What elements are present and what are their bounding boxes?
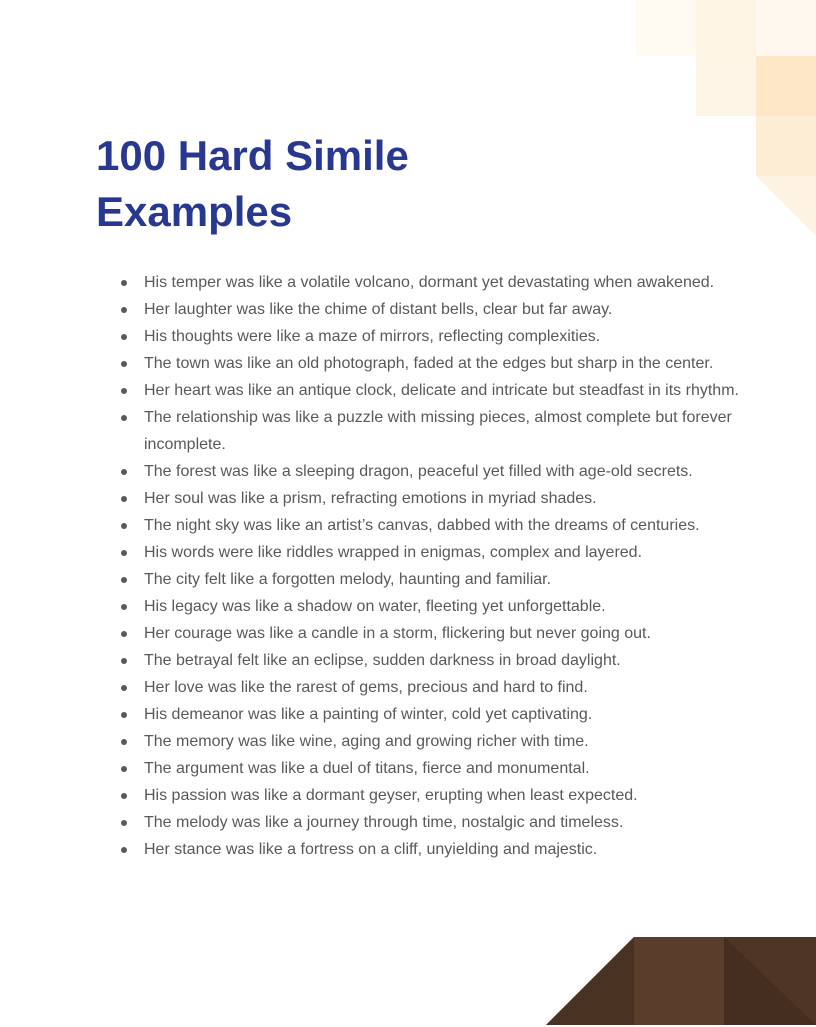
list-item: The betrayal felt like an eclipse, sudden darkness in broad daylight. xyxy=(144,647,774,674)
list-item: The night sky was like an artist’s canvas, dabbed with the dreams of centuries. xyxy=(144,512,774,539)
list-item: The memory was like wine, aging and growing richer with time. xyxy=(144,728,774,755)
list-item: His legacy was like a shadow on water, fleeting yet unforgettable. xyxy=(144,593,774,620)
list-item: His thoughts were like a maze of mirrors, reflecting complexities. xyxy=(144,323,774,350)
bottom-right-decoration xyxy=(546,937,816,1027)
list-item: Her love was like the rarest of gems, precious and hard to find. xyxy=(144,674,774,701)
list-item: Her stance was like a fortress on a cliff, unyielding and majestic. xyxy=(144,836,774,863)
top-right-decoration xyxy=(616,0,816,240)
list-item: Her laughter was like the chime of distant bells, clear but far away. xyxy=(144,296,774,323)
list-item: The city felt like a forgotten melody, haunting and familiar. xyxy=(144,566,774,593)
list-item: Her heart was like an antique clock, delicate and intricate but steadfast in its rhythm. xyxy=(144,377,774,404)
list-item: The town was like an old photograph, faded at the edges but sharp in the center. xyxy=(144,350,774,377)
simile-list xyxy=(96,269,774,863)
list-item: The relationship was like a puzzle with missing pieces, almost complete but forever incomplete. xyxy=(144,404,774,458)
list-item: His demeanor was like a painting of winter, cold yet captivating. xyxy=(144,701,774,728)
title-line-1: 100 Hard Simile xyxy=(96,132,409,179)
list-item: The melody was like a journey through time, nostalgic and timeless. xyxy=(144,809,774,836)
page-title xyxy=(96,128,516,240)
list-item: His passion was like a dormant geyser, erupting when least expected. xyxy=(144,782,774,809)
title-line-2: Examples xyxy=(96,188,293,235)
list-item: The forest was like a sleeping dragon, peaceful yet filled with age-old secrets. xyxy=(144,458,774,485)
list-item: His temper was like a volatile volcano, dormant yet devastating when awakened. xyxy=(144,269,774,296)
list-item: Her courage was like a candle in a storm, flickering but never going out. xyxy=(144,620,774,647)
list-item: The argument was like a duel of titans, fierce and monumental. xyxy=(144,755,774,782)
list-item: Her soul was like a prism, refracting emotions in myriad shades. xyxy=(144,485,774,512)
list-item: His words were like riddles wrapped in enigmas, complex and layered. xyxy=(144,539,774,566)
